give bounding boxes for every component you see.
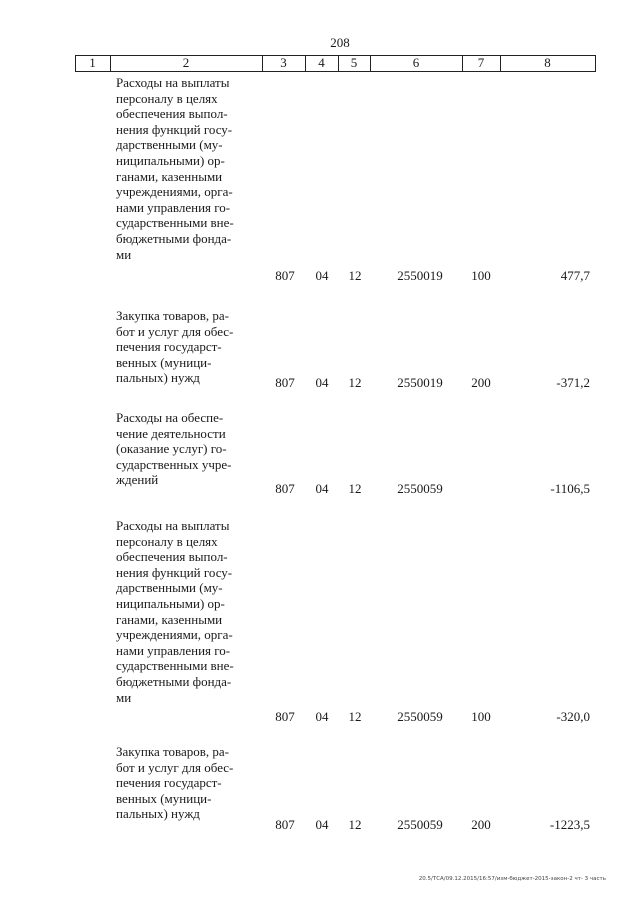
description-line: дарственными (му-	[116, 580, 223, 596]
description-line: нами управления го-	[116, 642, 231, 658]
description-line: венных (муници-	[116, 790, 212, 806]
description-line: персоналу в целях	[116, 90, 218, 106]
description-line: бот и услуг для обес-	[116, 759, 234, 775]
row-description	[116, 518, 256, 705]
cell-value: 04	[315, 709, 329, 724]
description-line: (оказание услуг) го-	[116, 441, 227, 457]
cell-value: 12	[348, 375, 362, 390]
description-line: бот и услуг для обес-	[116, 323, 234, 339]
cell-value: 200	[471, 817, 491, 832]
header-bottom-rule	[75, 71, 595, 72]
cell-value: 100	[471, 268, 491, 283]
cell-value: 807	[275, 481, 295, 496]
column-header: 8	[544, 55, 551, 70]
description-line: Расходы на обеспе-	[116, 410, 224, 425]
description-line: печения государст-	[116, 339, 222, 355]
cell-value: 04	[315, 817, 329, 832]
description-line: Расходы на выплаты	[116, 75, 230, 90]
description-line: нения функций госу-	[116, 121, 233, 137]
cell-value: 2550019	[397, 375, 443, 390]
row-description	[116, 75, 256, 262]
description-line: сударственных учре-	[116, 456, 232, 472]
cell-value: -320,0	[556, 709, 590, 724]
column-header: 3	[280, 55, 287, 70]
description-line: ниципальными) ор-	[116, 595, 225, 611]
column-header: 4	[318, 55, 325, 70]
description-line: нения функций госу-	[116, 564, 233, 580]
column-header: 6	[412, 55, 420, 70]
description-line: ганами, казенными	[116, 611, 223, 627]
description-line: ждений	[116, 472, 159, 488]
cell-value: 04	[315, 375, 329, 390]
cell-value: 807	[275, 817, 295, 832]
cell-value: 200	[471, 375, 491, 390]
footer-file-reference: 20.5/ТСА/09.12.2015/16:57/изм-бюджет-2015-закон-2 чт- 3 часть	[418, 876, 606, 882]
cell-value: 12	[348, 817, 362, 832]
cell-value: 477,7	[560, 268, 590, 283]
column-header: 7	[477, 55, 485, 70]
description-line: Закупка товаров, ра-	[116, 744, 229, 759]
description-line: сударственными вне-	[116, 658, 234, 674]
cell-value: -1106,5	[550, 481, 590, 496]
description-line: учреждениями, орга-	[116, 627, 233, 643]
description-line: бюджетными фонда-	[116, 230, 232, 246]
row-description	[116, 410, 256, 488]
row-description	[116, 308, 256, 386]
description-line: печения государст-	[116, 775, 222, 791]
cell-value: 807	[275, 375, 295, 390]
description-line: сударственными вне-	[116, 215, 234, 231]
column-header: 5	[350, 55, 358, 70]
column-header-row	[75, 55, 595, 71]
cell-value: 2550059	[397, 817, 443, 832]
column-divider	[595, 55, 596, 72]
description-line: пальных) нужд	[116, 806, 200, 822]
description-line: ниципальными) ор-	[116, 152, 225, 168]
description-line: обеспечения выпол-	[116, 549, 228, 565]
cell-value: -371,2	[556, 375, 590, 390]
cell-value: 04	[315, 268, 329, 283]
description-line: нами управления го-	[116, 199, 231, 215]
description-line: ми	[116, 246, 132, 262]
page-number: 208	[330, 35, 350, 50]
cell-value: 807	[275, 709, 295, 724]
description-line: ми	[116, 689, 132, 705]
row-description	[116, 744, 256, 822]
cell-value: 2550059	[397, 709, 443, 724]
cell-value: 12	[348, 481, 362, 496]
cell-value: 100	[471, 709, 491, 724]
cell-value: 12	[348, 268, 362, 283]
description-line: пальных) нужд	[116, 370, 200, 386]
description-line: венных (муници-	[116, 354, 212, 370]
description-line: ганами, казенными	[116, 168, 223, 184]
cell-value: 2550059	[397, 481, 443, 496]
column-header: 1	[89, 55, 96, 70]
cell-value: -1223,5	[549, 817, 590, 832]
cell-value: 04	[315, 481, 329, 496]
description-line: дарственными (му-	[116, 137, 223, 153]
cell-value: 12	[348, 709, 362, 724]
cell-value: 807	[275, 268, 295, 283]
description-line: учреждениями, орга-	[116, 184, 233, 200]
description-line: чение деятельности	[116, 425, 226, 441]
description-line: персоналу в целях	[116, 533, 218, 549]
description-line: Расходы на выплаты	[116, 518, 230, 533]
description-line: Закупка товаров, ра-	[116, 308, 229, 323]
description-line: бюджетными фонда-	[116, 673, 232, 689]
cell-value: 2550019	[397, 268, 443, 283]
column-header: 2	[182, 55, 190, 70]
description-line: обеспечения выпол-	[116, 106, 228, 122]
